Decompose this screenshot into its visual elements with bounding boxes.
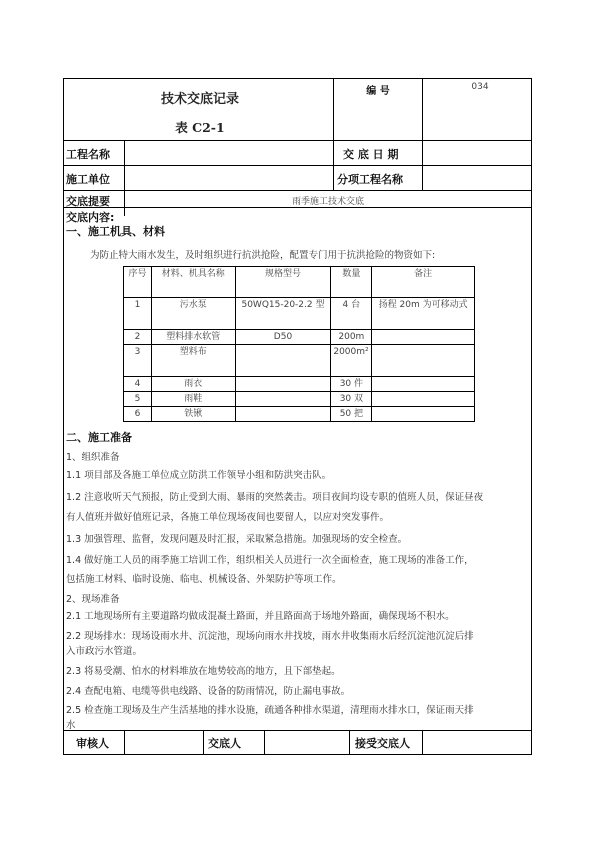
table-cell: 1	[124, 298, 152, 330]
header-divider	[333, 78, 334, 141]
receiver-signature[interactable]	[424, 732, 530, 753]
construction-unit-value[interactable]	[128, 172, 328, 186]
materials-table	[123, 266, 475, 422]
footer-div4	[349, 730, 350, 755]
form-number: 表 C2-1	[175, 120, 225, 135]
discloser-signature[interactable]	[266, 732, 347, 753]
summary-value: 雨季施工技术交底	[291, 197, 364, 207]
table-cell	[235, 392, 331, 407]
table-cell: 2	[124, 330, 152, 345]
table-cell: D50	[235, 330, 331, 345]
table-header-cell: 序号	[124, 267, 152, 298]
sub-project-value[interactable]	[426, 172, 526, 186]
table-cell: 雨衣	[151, 377, 235, 392]
table-cell: 30 件	[331, 377, 372, 392]
body-line: 1、组织准备	[66, 452, 120, 463]
table-cell: 4 台	[331, 298, 372, 330]
body-line: 包括施工材料、临时设施、临电、机械设备、外架防护等项工作。	[66, 574, 342, 585]
table-cell: 扬程 20m 为可移动式	[372, 298, 475, 330]
table-cell	[372, 407, 475, 422]
table-header-row	[124, 267, 475, 298]
footer-div3	[264, 730, 265, 755]
table-cell: 铁锹	[151, 407, 235, 422]
table-row	[124, 298, 475, 330]
table-cell: 30 双	[331, 392, 372, 407]
table-cell	[372, 392, 475, 407]
body-line: 2.4 查配电箱、电缆等供电线路、设备的防雨情况，防止漏电事故。	[66, 686, 351, 697]
table-cell: 4	[124, 377, 152, 392]
table-cell	[235, 345, 331, 377]
footer-div1	[124, 730, 125, 755]
discloser-label: 交底人	[208, 737, 241, 750]
table-header-cell: 规格型号	[235, 267, 331, 298]
table-cell: 200m	[331, 330, 372, 345]
receiver-label: 接受交底人	[355, 737, 410, 750]
table-cell: 污水泵	[151, 298, 235, 330]
table-cell	[372, 345, 475, 377]
project-name-value[interactable]	[128, 147, 328, 161]
table-row	[124, 330, 475, 345]
table-cell: 6	[124, 407, 152, 422]
form-title: 技术交底记录	[160, 92, 239, 107]
table-row	[124, 377, 475, 392]
section1-title: 一、施工机具、材料	[66, 225, 165, 238]
construction-unit-label: 施工单位	[66, 173, 110, 186]
table-cell	[235, 377, 331, 392]
table-cell: 塑料布	[151, 345, 235, 377]
body-line: 1.4 做好施工人员的雨季施工培训工作，组织相关人员进行一次全面检查，施工现场的准备工作，	[66, 555, 474, 566]
table-cell: 雨鞋	[151, 392, 235, 407]
table-header-cell: 备注	[372, 267, 475, 298]
header-divider-2	[422, 78, 423, 141]
body-line: 水	[66, 720, 76, 731]
sub-project-label: 分项工程名称	[337, 173, 403, 186]
body-line: 2.2 现场排水：现场设雨水井、沉淀池，现场向雨水井找坡，雨水井收集雨水后经沉淀池沉淀后排	[66, 631, 474, 642]
table-header-cell: 数量	[331, 267, 372, 298]
table-cell: 2000m²	[331, 345, 372, 377]
table-cell: 50 把	[331, 407, 372, 422]
summary-label: 交底提要	[66, 195, 110, 208]
code-label: 编 号	[366, 86, 390, 97]
body-line: 2、现场准备	[66, 594, 120, 605]
body-line: 1.2 注意收听天气预报，防止受到大雨、暴雨的突然袭击。项目夜间均设专职的值班人员，保证昼夜	[66, 492, 484, 503]
table-cell	[372, 330, 475, 345]
body-line: 2.3 将易受潮、怕水的材料堆放在地势较高的地方，且下部垫起。	[66, 666, 341, 677]
body-line: 2.1 工地现场所有主要道路均做成混凝土路面，并且路面高于场地外路面，确保现场不积水。	[66, 611, 455, 622]
table-cell: 塑料排水软管	[151, 330, 235, 345]
footer-div5	[422, 730, 423, 755]
body-line: 有人值班并做好值班记录，各施工单位现场夜间也要留人，以应对突发事件。	[66, 512, 390, 523]
date-label: 交 底 日 期	[343, 148, 399, 161]
table-header-cell: 材料、机具名称	[151, 267, 235, 298]
date-value[interactable]	[426, 147, 526, 161]
table-cell: 3	[124, 345, 152, 377]
table-cell: 50WQ15-20-2.2 型	[235, 298, 331, 330]
body-line: 1.3 加强管理、监督，发现问题及时汇报，采取紧急措施。加强现场的安全检查。	[66, 534, 408, 545]
project-name-label: 工程名称	[66, 148, 110, 161]
section1-intro: 为防止特大雨水发生，及时组织进行抗洪抢险，配置专门用于抗洪抢险的物资如下:	[90, 250, 436, 261]
body-line: 入市政污水管道。	[66, 646, 143, 657]
table-cell	[235, 407, 331, 422]
table-row	[124, 345, 475, 377]
section2-title: 二、施工准备	[66, 431, 132, 444]
reviewer-label: 审核人	[76, 737, 109, 750]
table-cell	[372, 377, 475, 392]
reviewer-signature[interactable]	[126, 732, 201, 753]
table-cell: 5	[124, 392, 152, 407]
content-label: 交底内容:	[66, 211, 115, 224]
footer-div2	[203, 730, 204, 755]
table-row	[124, 407, 475, 422]
body-line: 1.1 项目部及各施工单位成立防洪工作领导小组和防洪突击队。	[66, 470, 332, 481]
code-value: 034	[471, 82, 489, 92]
table-row	[124, 392, 475, 407]
body-line: 2.5 检查施工现场及生产生活基地的排水设施，疏通各种排水渠道，清理雨水排水口，保证雨天排	[66, 705, 474, 716]
